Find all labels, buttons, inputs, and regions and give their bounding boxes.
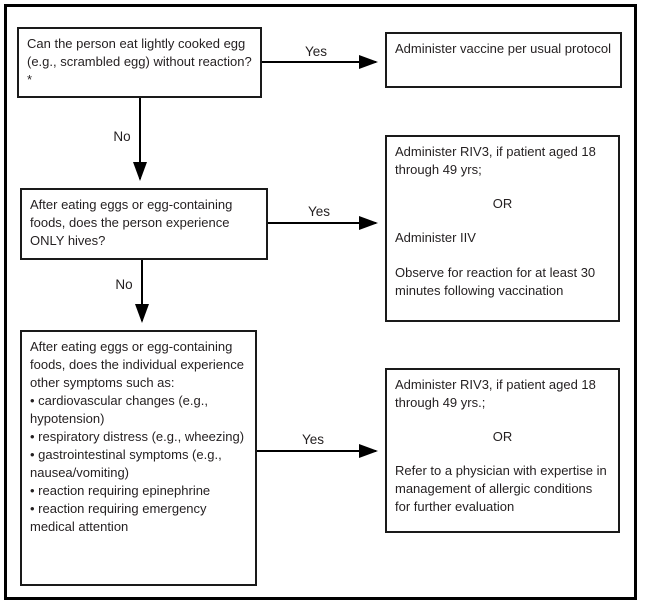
- outcome-text-line: Administer IIV: [395, 230, 476, 245]
- question-box-other-symptoms: [20, 330, 257, 586]
- question-text: Can the person eat lightly cooked egg (e.g., scrambled egg) without reaction?*: [27, 36, 252, 87]
- outcome-box-riv3-or-iiv: [385, 135, 620, 322]
- symptom-bullet: • cardiovascular changes (e.g., hypotension): [30, 393, 208, 426]
- question-intro: After eating eggs or egg-containing foods, does the individual experience other symptoms such as:: [30, 339, 244, 390]
- symptom-bullet: • reaction requiring epinephrine: [30, 483, 211, 498]
- question-text: After eating eggs or egg-containing foods, does the person experience ONLY hives?: [30, 197, 233, 248]
- outcome-text-line: Administer RIV3, if patient aged 18 through 49 yrs.;: [395, 377, 596, 410]
- outcome-box-usual-protocol: [385, 32, 622, 88]
- or-separator: OR: [492, 196, 513, 211]
- symptom-bullet: • gastrointestinal symptoms (e.g., nausea/vomiting): [30, 447, 222, 480]
- question-box-eat-cooked-egg: [17, 27, 262, 98]
- question-box-only-hives: [20, 188, 268, 260]
- symptom-bullet: • respiratory distress (e.g., wheezing): [30, 429, 245, 444]
- outcome-text-line: Refer to a physician with expertise in management of allergic conditions for further evaluation: [395, 463, 607, 514]
- symptom-bullet: • reaction requiring emergency medical attention: [30, 501, 207, 534]
- edge-label-yes-3: Yes: [301, 432, 325, 447]
- edge-label-yes-2: Yes: [307, 204, 331, 219]
- or-separator: OR: [492, 429, 513, 444]
- outcome-text: Administer vaccine per usual protocol: [395, 41, 612, 56]
- edge-label-no-2: No: [115, 277, 133, 292]
- outcome-box-riv3-or-refer: [385, 368, 620, 533]
- edge-label-yes-1: Yes: [304, 44, 328, 59]
- outcome-text-line: Observe for reaction for at least 30 minutes following vaccination: [395, 265, 596, 298]
- outcome-text-line: Administer RIV3, if patient aged 18 through 49 yrs;: [395, 144, 596, 177]
- edge-label-no-1: No: [113, 129, 131, 144]
